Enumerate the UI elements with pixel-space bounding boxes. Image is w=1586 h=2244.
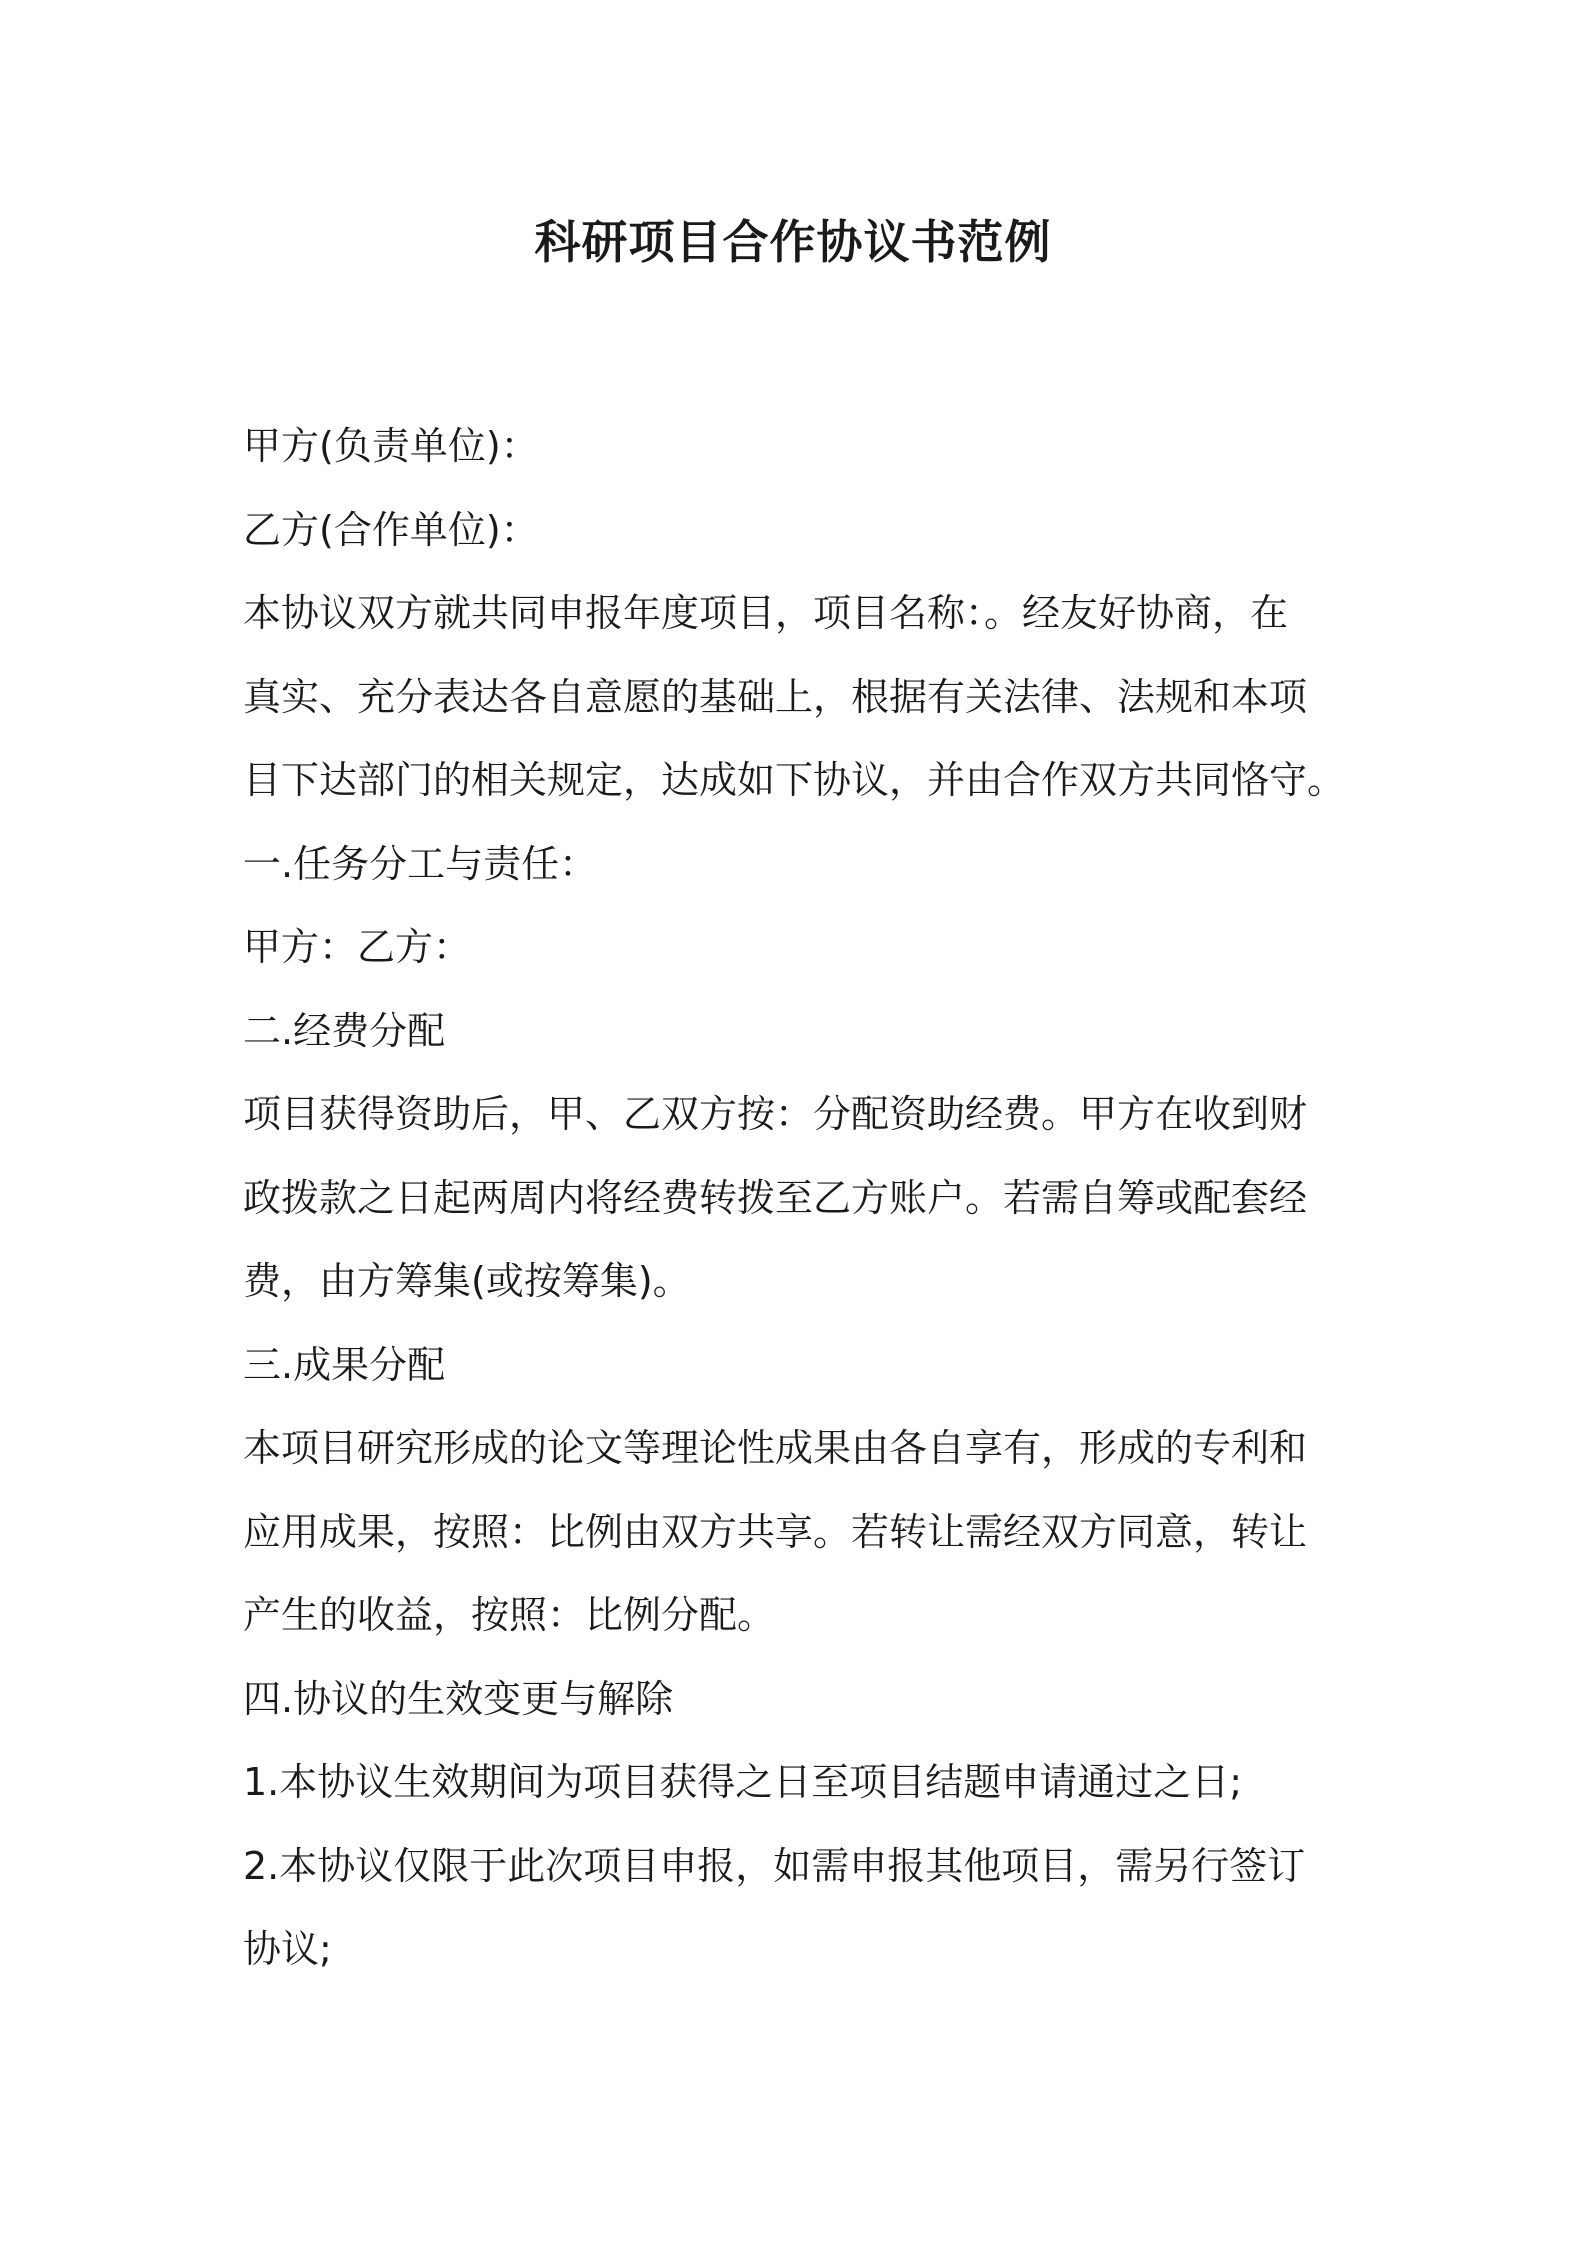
section-4-heading: 四.协议的生效变更与解除 [243,1676,674,1721]
section-3-line-2: 应用成果，按照：比例由双方共享。若转让需经双方同意，转让 [243,1509,1308,1554]
section-4-item-2-line-2: 协议; [243,1927,332,1971]
preamble-line-2: 真实、充分表达各自意愿的基础上，根据有关法律、法规和本项 [243,674,1308,719]
section-1-heading: 一.任务分工与责任： [243,841,598,886]
section-2-line-2: 政拨款之日起两周内将经费转拨至乙方账户。若需自筹或配套经 [243,1175,1308,1220]
party-b-line: 乙方(合作单位)： [243,507,539,552]
preamble-line-3: 目下达部门的相关规定，达成如下协议，并由合作双方共同恪守。 [243,758,1346,802]
document-body [243,405,1355,1992]
section-3-heading: 三.成果分配 [243,1342,446,1387]
section-1-parties: 甲方：乙方： [243,925,472,969]
document-title: 科研项目合作协议书范例 [534,215,1052,269]
section-4-item-1: 1.本协议生效期间为项目获得之日至项目结题申请通过之日; [243,1760,1243,1804]
section-2-line-3: 费，由方筹集(或按筹集)。 [243,1259,691,1303]
section-4-item-2-line-1: 2.本协议仅限于此次项目申报，如需申报其他项目，需另行签订 [243,1843,1306,1888]
section-2-line-1: 项目获得资助后，甲、乙双方按：分配资助经费。甲方在收到财 [243,1092,1308,1136]
section-3-line-1: 本项目研究形成的论文等理论性成果由各自享有，形成的专利和 [243,1426,1308,1470]
preamble-line-1: 本协议双方就共同申报年度项目，项目名称：。经友好协商，在 [243,591,1289,635]
section-3-line-3: 产生的收益，按照：比例分配。 [243,1593,776,1637]
party-a-line: 甲方(负责单位)： [243,424,539,468]
section-2-heading: 二.经费分配 [243,1008,446,1053]
